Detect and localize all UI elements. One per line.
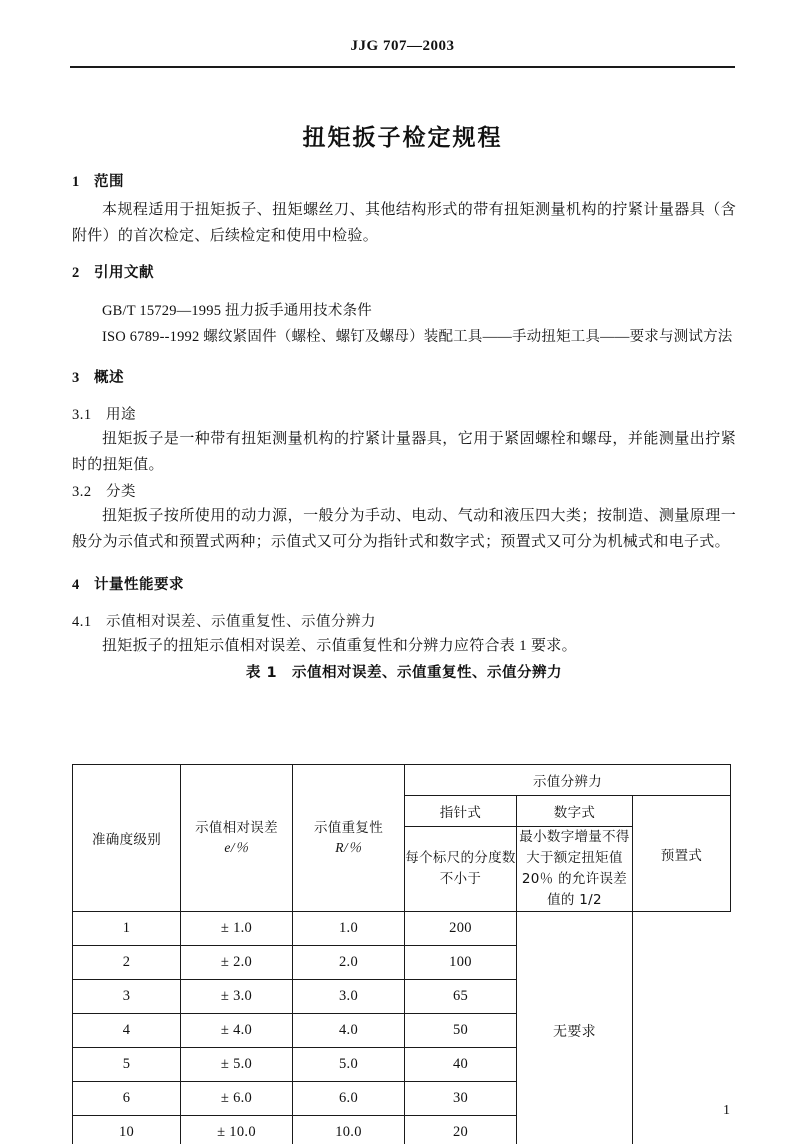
- cell-pointer-resolution: 200: [405, 912, 517, 946]
- table-header-row-group: [73, 765, 731, 796]
- subsection-heading-3-1: [72, 403, 736, 424]
- subsection-title-3-1: 用途: [106, 407, 136, 423]
- col-header-repeatability-unit: R/％: [335, 840, 362, 855]
- cell-accuracy-class: 6: [73, 1082, 181, 1116]
- table-1-container: [72, 764, 730, 1144]
- section-heading-1: [72, 170, 736, 191]
- cell-accuracy-class: 4: [73, 1014, 181, 1048]
- subsection-4-1-paragraph: 扭矩扳子的扭矩示值相对误差、示值重复性和分辨力应符合表 1 要求。: [102, 638, 577, 654]
- subsection-title-3-2: 分类: [106, 484, 136, 500]
- spacer: [72, 251, 736, 261]
- cell-relative-error: ± 10.0: [181, 1116, 293, 1144]
- table-row: [73, 912, 731, 946]
- cell-accuracy-class: 5: [73, 1048, 181, 1082]
- subsection-title-4-1: 示值相对误差、示值重复性、示值分辨力: [106, 614, 376, 630]
- cell-relative-error: ± 6.0: [181, 1082, 293, 1116]
- cell-accuracy-class: 2: [73, 946, 181, 980]
- cell-accuracy-class: 10: [73, 1116, 181, 1144]
- col-header-resolution-group: 示值分辨力: [405, 765, 731, 796]
- cell-accuracy-class: 3: [73, 980, 181, 1014]
- cell-relative-error: ± 1.0: [181, 912, 293, 946]
- page-title: 扭矩扳子检定规程: [302, 125, 503, 152]
- spacer: [72, 600, 736, 610]
- spacer: [72, 288, 736, 298]
- section-number-1: 1: [72, 174, 80, 190]
- section-title-1: 范围: [94, 174, 124, 190]
- reference-item-2: ISO 6789--1992 螺纹紧固件（螺栓、螺钉及螺母）装配工具——手动扭矩工具——要求与测试方法: [102, 329, 733, 345]
- cell-repeatability: 5.0: [293, 1048, 405, 1082]
- section-heading-4: [72, 573, 736, 594]
- spacer: [72, 557, 736, 573]
- subsection-3-2-paragraph: 扭矩扳子按所使用的动力源，一般分为手动、电动、气动和液压四大类；按制造、测量原理一般分为示值式和预置式两种；示值式又可分为指针式和数字式；预置式又可分为机械式和电子式。: [72, 508, 736, 550]
- subsection-heading-4-1: [72, 610, 736, 631]
- col-header-relative-error: [181, 765, 293, 912]
- cell-relative-error: ± 3.0: [181, 980, 293, 1014]
- cell-relative-error: ± 5.0: [181, 1048, 293, 1082]
- cell-repeatability: 10.0: [293, 1116, 405, 1144]
- cell-preset-no-requirement: 无要求: [517, 912, 633, 1144]
- page-number: 1: [723, 1103, 730, 1118]
- subsection-number-4-1: 4.1: [72, 614, 92, 630]
- cell-repeatability: 3.0: [293, 980, 405, 1014]
- header-divider-rule: [70, 66, 735, 68]
- cell-repeatability: 4.0: [293, 1014, 405, 1048]
- cell-pointer-resolution: 65: [405, 980, 517, 1014]
- subsection-heading-3-2: [72, 480, 736, 501]
- specification-table: [72, 764, 731, 1144]
- col-header-preset-type: 预置式: [633, 796, 731, 912]
- section-title-2: 引用文献: [94, 265, 154, 281]
- col-header-digital-description: 最小数字增量不得大于额定扭矩值 20％ 的允许误差值的 1/2: [517, 827, 633, 912]
- subsection-number-3-2: 3.2: [72, 484, 92, 500]
- table-caption: 表 1 示值相对误差、示值重复性、示值分辨力: [245, 665, 563, 681]
- section-heading-3: [72, 366, 736, 387]
- col-header-pointer-type: 指针式: [405, 796, 517, 827]
- table-header: [73, 765, 731, 912]
- col-header-relative-error-unit: e/％: [224, 840, 249, 855]
- cell-pointer-resolution: 100: [405, 946, 517, 980]
- cell-relative-error: ± 2.0: [181, 946, 293, 980]
- document-body: [72, 170, 736, 686]
- section-heading-2: [72, 261, 736, 282]
- running-header-standard-code: JJG 707—2003: [350, 38, 455, 54]
- spacer: [72, 350, 736, 366]
- spacer: [72, 393, 736, 403]
- cell-repeatability: 1.0: [293, 912, 405, 946]
- cell-pointer-resolution: 50: [405, 1014, 517, 1048]
- cell-pointer-resolution: 20: [405, 1116, 517, 1144]
- cell-accuracy-class: 1: [73, 912, 181, 946]
- col-header-repeatability: [293, 765, 405, 912]
- section-number-4: 4: [72, 577, 80, 593]
- section-number-3: 3: [72, 370, 80, 386]
- section-number-2: 2: [72, 265, 80, 281]
- cell-repeatability: 2.0: [293, 946, 405, 980]
- reference-item-1: GB/T 15729—1995 扭力扳手通用技术条件: [102, 303, 372, 319]
- col-header-relative-error-label: 示值相对误差: [195, 820, 278, 836]
- subsection-3-1-paragraph: 扭矩扳子是一种带有扭矩测量机构的拧紧计量器具，它用于紧固螺栓和螺母，并能测量出拧紧时的扭矩值。: [72, 431, 736, 473]
- cell-repeatability: 6.0: [293, 1082, 405, 1116]
- col-header-pointer-description: 每个标尺的分度数不小于: [405, 827, 517, 912]
- col-header-accuracy-class: 准确度级别: [73, 765, 181, 912]
- col-header-digital-type: 数字式: [517, 796, 633, 827]
- section-1-paragraph-1: 本规程适用于扭矩扳子、扭矩螺丝刀、其他结构形式的带有扭矩测量机构的拧紧计量器具（含附件）的首次检定、后续检定和使用中检验。: [72, 202, 736, 244]
- cell-pointer-resolution: 30: [405, 1082, 517, 1116]
- col-header-repeatability-label: 示值重复性: [314, 820, 383, 836]
- cell-relative-error: ± 4.0: [181, 1014, 293, 1048]
- section-title-4: 计量性能要求: [94, 577, 184, 593]
- cell-pointer-resolution: 40: [405, 1048, 517, 1082]
- subsection-number-3-1: 3.1: [72, 407, 92, 423]
- section-title-3: 概述: [94, 370, 124, 386]
